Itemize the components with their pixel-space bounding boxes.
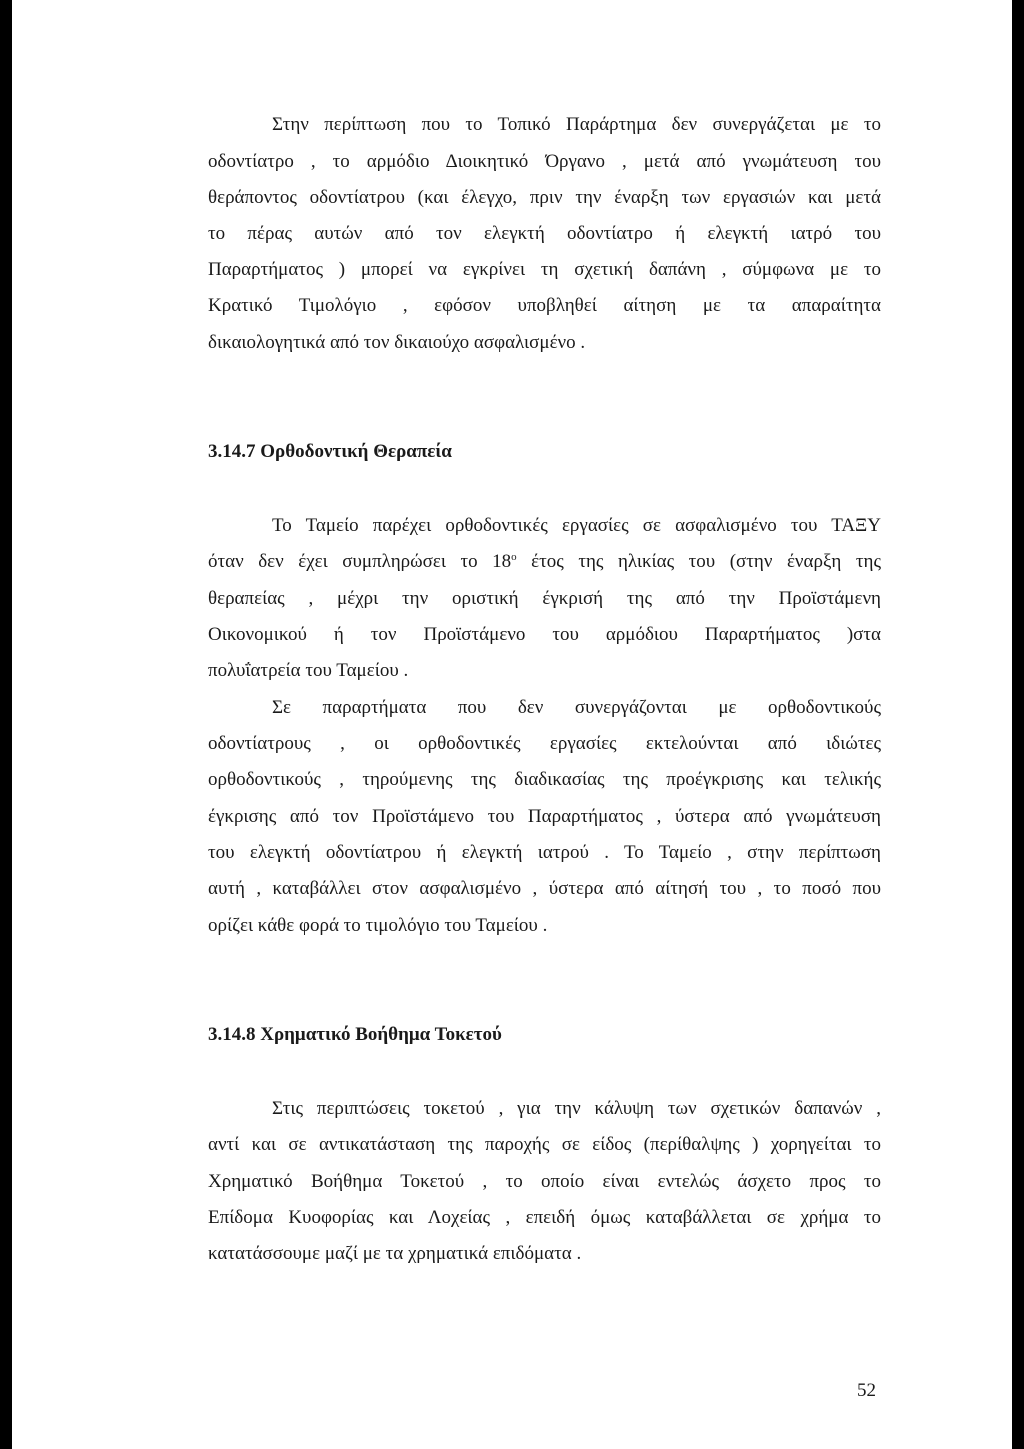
page-number: 52 xyxy=(857,1380,876,1401)
section-3-14-7-para2-line-6: αυτή , καταβάλλει στον ασφαλισμένο , ύστερα από αίτησή του , το ποσό που xyxy=(208,878,881,899)
section-3-14-7-line-4: Οικονομικού ή τον Προϊστάμενο του αρμόδιου Παραρτήματος )στα xyxy=(208,624,881,645)
paragraph-1-line-2: οδοντίατρο , το αρμόδιο Διοικητικό Όργανο , μετά από γνωμάτευση του xyxy=(208,151,881,172)
section-3-14-7-para2-line-4: έγκρισης από τον Προϊστάμενο του Παραρτήματος , ύστερα από γνωμάτευση xyxy=(208,806,881,827)
paragraph-1-line-5: Παραρτήματος ) μπορεί να εγκρίνει τη σχετική δαπάνη , σύμφωνα με το xyxy=(208,259,881,280)
line-2-start: όταν δεν έχει συμπληρώσει το 18 xyxy=(208,551,512,572)
section-3-14-8-line-1: Στις περιπτώσεις τοκετού , για την κάλυψη των σχετικών δαπανών , xyxy=(272,1098,881,1119)
section-3-14-7-line-2 xyxy=(208,550,881,574)
section-3-14-7-line-3: θεραπείας , μέχρι την οριστική έγκρισή της από την Προϊστάμενη xyxy=(208,588,881,609)
paragraph-1-line-6: Κρατικό Τιμολόγιο , εφόσον υποβληθεί αίτηση με τα απαραίτητα xyxy=(208,295,881,316)
section-3-14-8-line-3: Χρηματικό Βοήθημα Τοκετού , το οποίο είναι εντελώς άσχετο προς το xyxy=(208,1171,881,1192)
paragraph-1-line-4: το πέρας αυτών από τον ελεγκτή οδοντίατρο ή ελεγκτή ιατρό του xyxy=(208,223,881,244)
paragraph-1-line-1: Στην περίπτωση που το Τοπικό Παράρτημα δεν συνεργάζεται με το xyxy=(272,114,881,135)
section-3-14-7-para2-line-2: οδοντίατρους , οι ορθοδοντικές εργασίες εκτελούνται από ιδιώτες xyxy=(208,733,881,754)
section-3-14-8-line-4: Επίδομα Κυοφορίας και Λοχείας , επειδή όμως καταβάλλεται σε χρήμα το xyxy=(208,1207,881,1228)
section-3-14-7-para2-line-7: ορίζει κάθε φορά το τιμολόγιο του Ταμείου . xyxy=(208,915,548,936)
section-3-14-7-line-1: Το Ταμείο παρέχει ορθοδοντικές εργασίες σε ασφαλισμένο του ΤΑΞΥ xyxy=(272,515,881,536)
section-3-14-7-line-5: πολυΐατρεία του Ταμείου . xyxy=(208,660,409,681)
section-heading-childbirth-allowance: 3.14.8 Χρηματικό Βοήθημα Τοκετού xyxy=(208,1024,502,1045)
section-3-14-7-para2-line-5: του ελεγκτή οδοντίατρου ή ελεγκτή ιατρού . Το Ταμείο , στην περίπτωση xyxy=(208,842,881,863)
section-3-14-8-line-2: αντί και σε αντικατάσταση της παροχής σε είδος (περίθαλψης ) χορηγείται το xyxy=(208,1134,881,1155)
ordinal-superscript: ο xyxy=(511,551,517,563)
paragraph-1-line-7: δικαιολογητικά από τον δικαιούχο ασφαλισμένο . xyxy=(208,332,586,353)
section-heading-orthodontic: 3.14.7 Ορθοδοντική Θεραπεία xyxy=(208,441,452,462)
document-page xyxy=(12,0,1012,1449)
line-2-end: έτος της ηλικίας του (στην έναρξη της xyxy=(516,551,881,572)
paragraph-1-line-3: θεράποντος οδοντίατρου (και έλεγχο, πριν την έναρξη των εργασιών και μετά xyxy=(208,187,881,208)
section-3-14-8-line-5: κατατάσσουμε μαζί με τα χρηματικά επιδόματα . xyxy=(208,1243,582,1264)
section-3-14-7-para2-line-3: ορθοδοντικούς , τηρούμενης της διαδικασίας της προέγκρισης και τελικής xyxy=(208,769,881,790)
section-3-14-7-para2-line-1: Σε παραρτήματα που δεν συνεργάζονται με ορθοδοντικούς xyxy=(272,697,881,718)
